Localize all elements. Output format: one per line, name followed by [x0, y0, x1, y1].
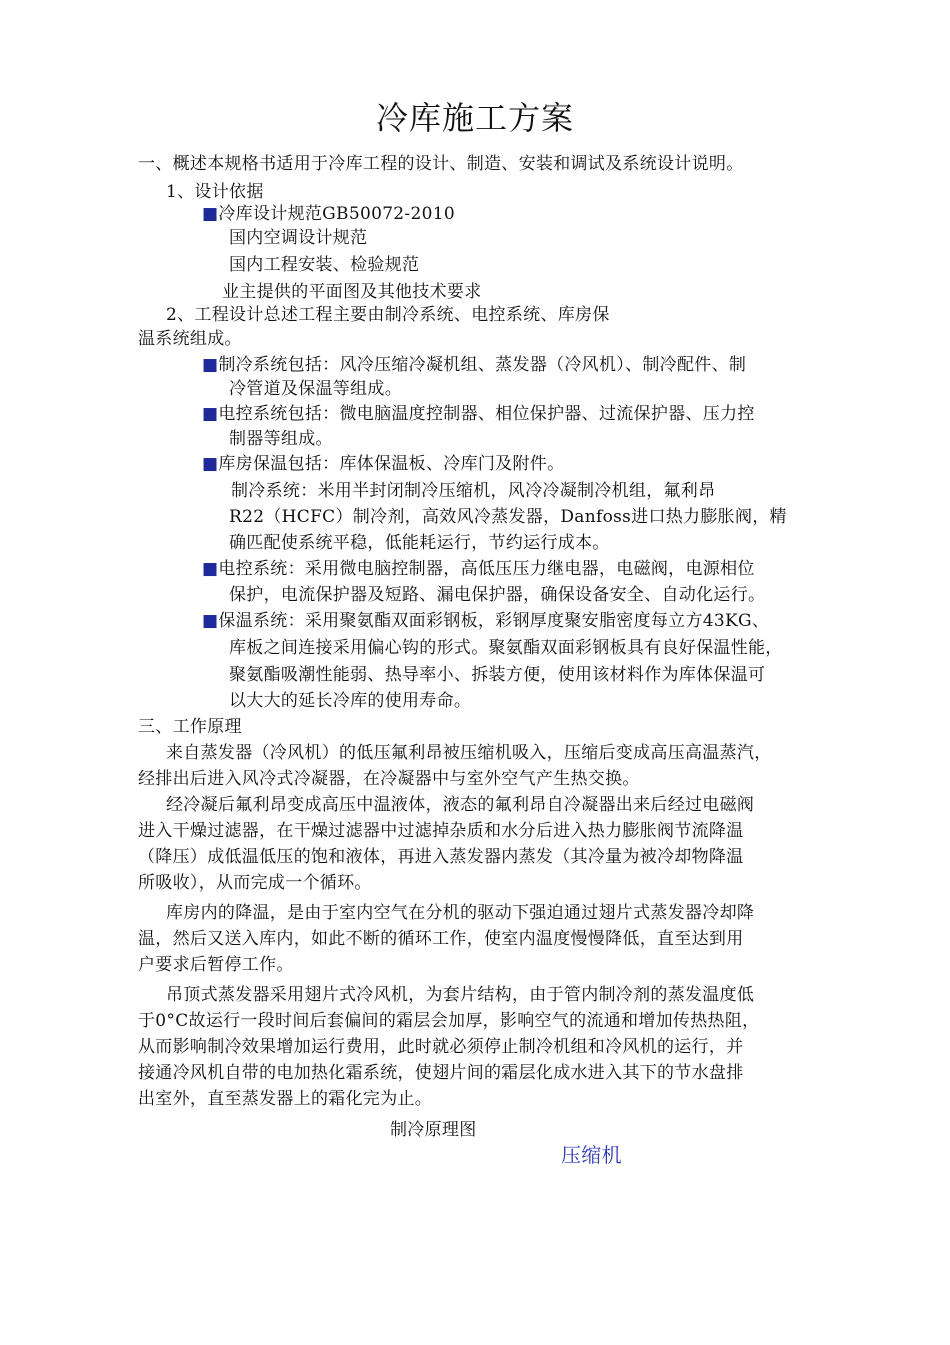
text-line: 库板之间连接采用偏心钩的形式。聚氨酯双面彩钢板具有良好保温性能， [229, 638, 783, 658]
paragraph-line: 库房内的降温，是由于室内空气在分机的驱动下强迫通过翅片式蒸发器冷却降 [166, 903, 755, 923]
bullet-item: ■保温系统：采用聚氨酯双面彩钢板，彩钢厚度聚安脂密度每立方43KG、 [202, 611, 770, 631]
text-line: R22（HCFC）制冷剂，高效风冷蒸发器，Danfoss进口热力膨胀阀，精 [229, 507, 787, 527]
paragraph-line: （降压）成低温低压的饱和液体，再进入蒸发器内蒸发（其冷量为被冷却物降温 [138, 847, 744, 867]
bullet-square-icon: ■ [202, 559, 219, 579]
paragraph-line: 从而影响制冷效果增加运行费用，此时就必须停止制冷机组和冷风机的运行，并 [138, 1037, 744, 1057]
paragraph-line: 经冷凝后氟利昂变成高压中温液体，液态的氟利昂自冷凝器出来后经过电磁阀 [166, 795, 755, 815]
text-line: 保护，电流保护器及短路、漏电保护器，确保设备安全、自动化运行。 [229, 585, 766, 605]
text-line: 确匹配使系统平稳，低能耗运行，节约运行成本。 [229, 533, 610, 553]
compressor-label: 压缩机 [561, 1143, 622, 1167]
paragraph-line: 吊顶式蒸发器采用翅片式冷风机，为套片结构，由于管内制冷剂的蒸发温度低 [166, 985, 755, 1005]
text-line: 国内空调设计规范 [229, 228, 368, 248]
diagram-caption: 制冷原理图 [390, 1120, 477, 1140]
section-1-heading: 一、概述本规格书适用于冷库工程的设计、制造、安装和调试及系统设计说明。 [138, 154, 744, 174]
text-line: 国内工程安装、检验规范 [229, 255, 420, 275]
text-line: 制冷系统：米用半封闭制冷压缩机，风冷冷凝制冷机组，氟利昂 [231, 481, 716, 501]
paragraph-line: 出室外，直至蒸发器上的霜化完为止。 [138, 1089, 433, 1109]
bullet-item: ■冷库设计规范GB50072-2010 [202, 204, 455, 224]
bullet-square-icon: ■ [202, 611, 219, 631]
bullet-square-icon: ■ [202, 454, 219, 474]
paragraph-line: 温，然后又送入库内，如此不断的循环工作，使室内温度慢慢降低，直至达到用 [138, 929, 744, 949]
paragraph-line: 于0°C故运行一段时间后套偏间的霜层会加厚，影响空气的流通和增加传热热阻， [138, 1011, 760, 1031]
paragraph-line: 所吸收），从而完成一个循环。 [138, 873, 372, 893]
text-line: 以大大的延长冷库的使用寿命。 [229, 691, 472, 711]
bullet-square-icon: ■ [202, 204, 219, 224]
bullet-item: ■电控系统：采用微电脑控制器，高低压压力继电器，电磁阀，电源相位 [202, 559, 755, 579]
text-line: 业主提供的平面图及其他技术要求 [222, 282, 482, 302]
section-3-heading: 三、工作原理 [138, 717, 242, 737]
paragraph-line: 经排出后进入风冷式冷凝器，在冷凝器中与室外空气产生热交换。 [138, 769, 640, 789]
paragraph-line: 来自蒸发器（冷风机）的低压氟利昂被压缩机吸入，压缩后变成高压高温蒸汽， [166, 743, 772, 763]
text-line: 聚氨酯吸潮性能弱、热导率小、拆装方便，使用该材料作为库体保温可 [229, 665, 766, 685]
page-title: 冷库施工方案 [375, 99, 574, 137]
text-line: 温系统组成。 [138, 329, 242, 349]
bullet-item: ■制冷系统包括：风冷压缩冷凝机组、蒸发器（冷风机）、制冷配件、制 [202, 355, 747, 375]
bullet-square-icon: ■ [202, 355, 219, 375]
text-line: 制器等组成。 [229, 429, 333, 449]
text-line: 冷管道及保温等组成。 [229, 379, 402, 399]
bullet-item: ■库房保温包括：库体保温板、冷库门及附件。 [202, 454, 565, 474]
bullet-square-icon: ■ [202, 404, 219, 424]
paragraph-line: 进入干燥过滤器，在干燥过滤器中过滤掉杂质和水分后进入热力膨胀阀节流降温 [138, 821, 744, 841]
overview-heading: 2、工程设计总述工程主要由制冷系统、电控系统、库房保 [166, 305, 610, 325]
bullet-item: ■电控系统包括：微电脑温度控制器、相位保护器、过流保护器、压力控 [202, 404, 755, 424]
paragraph-line: 户要求后暂停工作。 [138, 955, 294, 975]
design-basis-heading: 1、设计依据 [166, 182, 264, 202]
paragraph-line: 接通冷风机自带的电加热化霜系统，使翅片间的霜层化成水进入其下的节水盘排 [138, 1063, 744, 1083]
